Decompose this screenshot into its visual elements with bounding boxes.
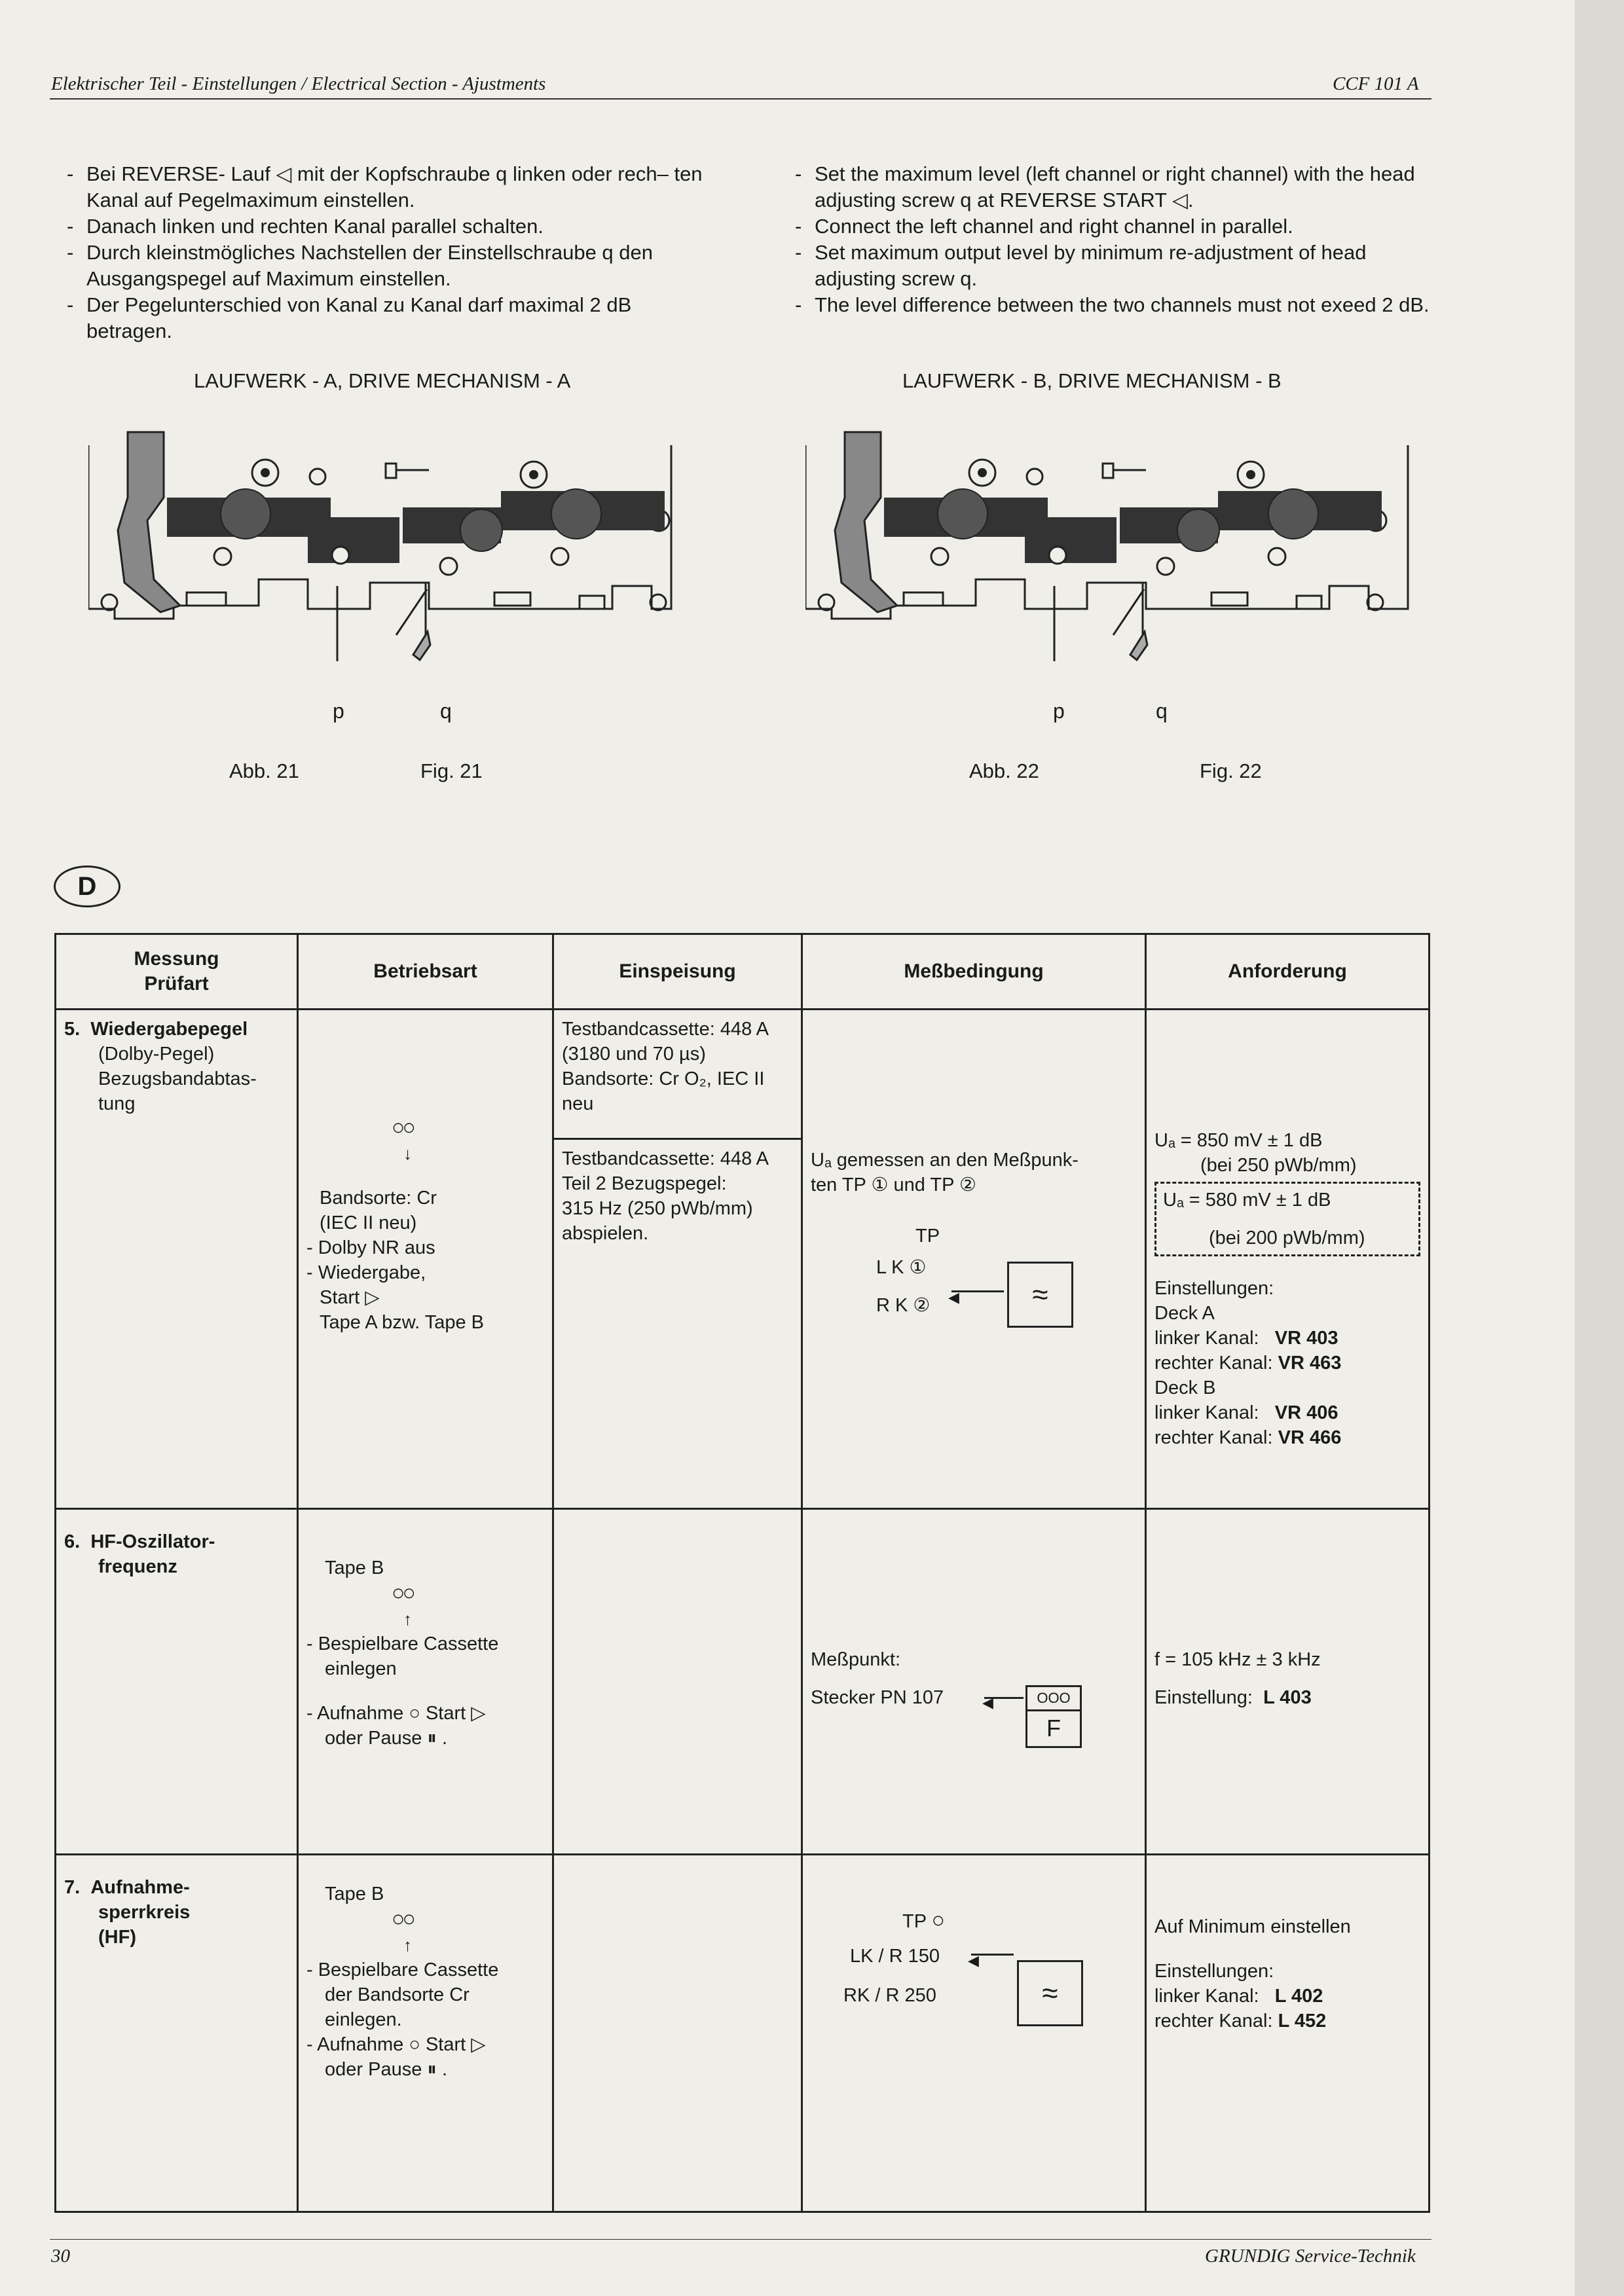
header-messbedingung: Meßbedingung xyxy=(802,934,1146,1010)
right-bullet: - Set maximum output level by minimum re-adjustment of head adjusting screw q. xyxy=(791,240,1433,292)
oscilloscope-icon: ≈ xyxy=(1007,1262,1073,1328)
row5-betrieb-cell: ○○ ↓ Bandsorte: Cr (IEC II neu) - Dolby NR aus - Wiedergabe, Start ▷ Tape A bzw. Tape B xyxy=(298,1010,553,1509)
row7-betrieb-cell: Tape B ○○ ↑ - Bespielbare Cassette der Bandsorte Cr einlegen. - Aufnahme ○ Start ▷ oder Pause ⏸ . xyxy=(298,1855,553,2212)
figure-a-label-q: q xyxy=(440,699,452,723)
row6-einsp-cell xyxy=(553,1509,802,1855)
header-right: CCF 101 A xyxy=(1333,73,1419,94)
figure-a-label-p: p xyxy=(333,699,344,723)
header-rule xyxy=(50,98,1431,100)
left-instructions xyxy=(63,161,711,344)
figure-a-abb: Abb. 21 xyxy=(229,759,299,782)
section-badge: D xyxy=(54,866,120,907)
figure-b-label-q: q xyxy=(1156,699,1168,723)
table-header-row xyxy=(56,934,1430,1010)
cassette-record-icon: ○○ ↑ xyxy=(392,1906,414,1955)
row7-mess-cell: TP ○ LK / R 150 RK / R 250 ◀ ≈ xyxy=(802,1855,1146,2212)
header-messung: Messung Prüfart xyxy=(56,934,298,1010)
row6-mess-cell: Meßpunkt: Stecker PN 107 ◀ OOO F xyxy=(802,1509,1146,1855)
table-row xyxy=(56,1010,1430,1139)
right-instructions xyxy=(791,161,1433,318)
header-anforderung: Anforderung xyxy=(1146,934,1430,1010)
figure-b-fig: Fig. 22 xyxy=(1200,759,1262,782)
figure-b-title: LAUFWERK - B, DRIVE MECHANISM - B xyxy=(902,369,1282,392)
row5-einsp2-cell: Testbandcassette: 448 A Teil 2 Bezugspegel: 315 Hz (250 pWb/mm) abspielen. xyxy=(553,1139,802,1509)
figure-a-fig: Fig. 21 xyxy=(420,759,483,782)
cassette-record-icon: ○○ ↑ xyxy=(392,1580,414,1629)
header-left: Elektrischer Teil - Einstellungen / Electrical Section - Ajustments xyxy=(51,73,546,94)
row5-anf-cell: Uₐ = 850 mV ± 1 dB (bei 250 pWb/mm) Uₐ = 580 mV ± 1 dB (bei 200 pWb/mm) Einstellungen: Deck A linker Kanal: VR 403 rechter Kanal: VR 463 Deck B linker Kanal: VR 406 rechter Kanal: VR 466 xyxy=(1146,1010,1430,1509)
left-bullet: - Bei REVERSE- Lauf ◁ mit der Kopfschraube q linken oder rech– ten Kanal auf Pegelmaximum einstellen. xyxy=(63,161,711,213)
page-number: 30 xyxy=(51,2246,70,2267)
row5-mess-cell: Uₐ gemessen an den Meßpunk- ten TP ① und TP ② TP L K ① R K ② ◀ ≈ xyxy=(802,1010,1146,1509)
drive-mechanism-b-drawing xyxy=(805,419,1428,707)
arrow-line xyxy=(951,1290,1004,1292)
arrow-head-icon: ◀ xyxy=(948,1289,959,1305)
row6-betrieb-cell: Tape B ○○ ↑ - Bespielbare Cassette einlegen - Aufnahme ○ Start ▷ oder Pause ⏸ . xyxy=(298,1509,553,1855)
bracket-box: Uₐ = 580 mV ± 1 dB (bei 200 pWb/mm) xyxy=(1154,1182,1420,1256)
figure-b-label-p: p xyxy=(1053,699,1065,723)
page-edge xyxy=(1575,0,1624,2296)
header-einspeisung: Einspeisung xyxy=(553,934,802,1010)
figure-a-title: LAUFWERK - A, DRIVE MECHANISM - A xyxy=(194,369,571,392)
left-bullet: - Der Pegelunterschied von Kanal zu Kanal darf maximal 2 dB betragen. xyxy=(63,292,711,344)
right-bullet: - Connect the left channel and right channel in parallel. xyxy=(791,213,1433,240)
right-bullet: - The level difference between the two channels must not exeed 2 dB. xyxy=(791,292,1433,318)
figure-b-abb: Abb. 22 xyxy=(969,759,1039,782)
row5-einsp1-cell: Testbandcassette: 448 A (3180 und 70 µs) Bandsorte: Cr O₂, IEC II neu xyxy=(553,1010,802,1139)
footer-rule xyxy=(50,2239,1431,2240)
row7-einsp-cell xyxy=(553,1855,802,2212)
row7-anf-cell: Auf Minimum einstellen Einstellungen: linker Kanal: L 402 rechter Kanal: L 452 xyxy=(1146,1855,1430,2212)
header-betriebsart: Betriebsart xyxy=(298,934,553,1010)
row7-title-cell: 7. Aufnahme- sperrkreis (HF) xyxy=(56,1855,298,2212)
left-bullet: - Durch kleinstmögliches Nachstellen der Einstellschraube q den Ausgangspegel auf Maximum einstellen. xyxy=(63,240,711,292)
adjustment-table xyxy=(54,933,1430,2213)
table-row xyxy=(56,1509,1430,1855)
row6-title-cell: 6. HF-Oszillator- frequenz xyxy=(56,1509,298,1855)
footer-brand: GRUNDIG Service-Technik xyxy=(1205,2246,1416,2267)
arrow-head-icon: ◀ xyxy=(968,1952,979,1969)
arrow-head-icon: ◀ xyxy=(982,1694,993,1711)
row5-title-cell: 5. Wiedergabepegel (Dolby-Pegel) Bezugsbandabtas- tung xyxy=(56,1010,298,1509)
row6-anf-cell: f = 105 kHz ± 3 kHz Einstellung: L 403 xyxy=(1146,1509,1430,1855)
oscilloscope-icon: ≈ xyxy=(1017,1960,1083,2026)
drive-mechanism-a-drawing xyxy=(88,419,710,707)
right-bullet: - Set the maximum level (left channel or right channel) with the head adjusting screw q at REVERSE START ◁. xyxy=(791,161,1433,213)
left-bullet: - Danach linken und rechten Kanal parallel schalten. xyxy=(63,213,711,240)
cassette-play-icon: ○○ ↓ xyxy=(392,1115,414,1163)
table-row xyxy=(56,1855,1430,2212)
plug-pn107-icon: OOO F xyxy=(1025,1685,1082,1748)
